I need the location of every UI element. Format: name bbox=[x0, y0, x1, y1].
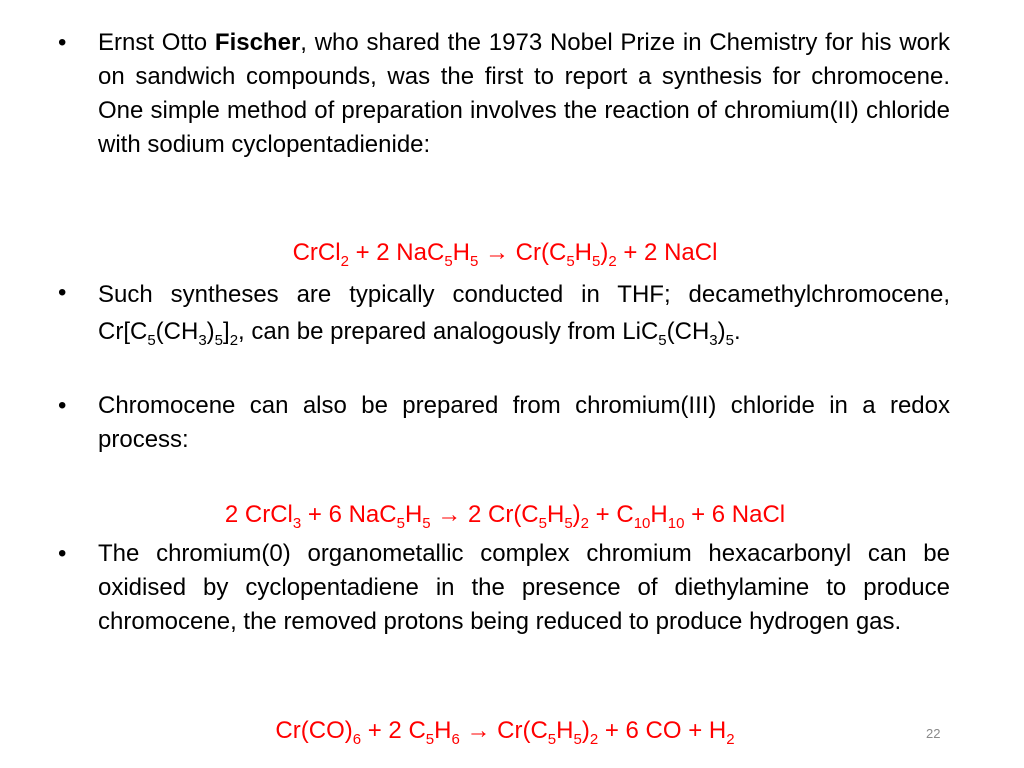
bullet-marker: • bbox=[58, 279, 67, 306]
text-run: Such syntheses are typically conducted in THF; decamethylchromocene, Cr[C bbox=[98, 281, 950, 345]
eq-sub: 5 bbox=[547, 731, 557, 748]
eq-part: ) bbox=[600, 239, 609, 266]
eq-sub: 5 bbox=[538, 515, 547, 532]
eq-part: → Cr(C bbox=[478, 239, 567, 266]
eq-part: + 6 CO + H bbox=[598, 717, 727, 744]
bold-name: Fischer bbox=[214, 29, 301, 56]
text-run: ] bbox=[223, 318, 230, 345]
eq-sub: 2 bbox=[589, 731, 599, 748]
eq-sub: 10 bbox=[633, 515, 651, 532]
eq-part: + 6 NaCl bbox=[684, 501, 786, 528]
eq-part: H bbox=[556, 717, 574, 744]
eq-part: H bbox=[434, 717, 452, 744]
eq-part: + 6 NaC bbox=[301, 501, 397, 528]
eq-sub: 5 bbox=[396, 515, 405, 532]
eq-part: H bbox=[452, 239, 470, 266]
text-run: ) bbox=[206, 318, 215, 345]
text-sub: 5 bbox=[658, 332, 667, 349]
equation-2 bbox=[0, 498, 1010, 532]
eq-part: CrCl bbox=[292, 239, 341, 266]
eq-part: H bbox=[546, 501, 565, 528]
eq-sub: 6 bbox=[352, 731, 362, 748]
bullet-1 bbox=[58, 26, 950, 162]
eq-part: + C bbox=[589, 501, 634, 528]
eq-sub: 2 bbox=[580, 515, 590, 532]
eq-part: H bbox=[650, 501, 668, 528]
bullet-3 bbox=[58, 389, 950, 457]
eq-part: H bbox=[574, 239, 593, 266]
eq-sub: 2 bbox=[726, 731, 735, 748]
text-run: Ernst Otto bbox=[98, 29, 215, 56]
eq-sub: 6 bbox=[451, 731, 460, 748]
equation-1 bbox=[0, 236, 1010, 270]
eq-sub: 5 bbox=[566, 253, 575, 270]
text-sub: 5 bbox=[725, 332, 734, 349]
text-run: (CH bbox=[155, 318, 199, 345]
equation-3 bbox=[0, 714, 1010, 748]
eq-part: ) bbox=[581, 717, 590, 744]
eq-part: 2 CrCl bbox=[224, 501, 293, 528]
eq-sub: 5 bbox=[444, 253, 453, 270]
text-run: , who shared the 1973 Nobel Prize in Chemistry for his work on sandwich compounds, was the first to report a synthesis for chromocene. One simple method of preparation involves the reaction of chromium(II) chloride with sodium cyclopentadienide: bbox=[98, 29, 950, 158]
text-run: , can be prepared analogously from LiC bbox=[238, 318, 659, 345]
eq-part: → 2 Cr(C bbox=[430, 501, 539, 528]
eq-part: + 2 NaCl bbox=[616, 239, 718, 266]
eq-part: H bbox=[404, 501, 423, 528]
bullet-2 bbox=[58, 276, 950, 350]
bullet-marker: • bbox=[58, 392, 67, 419]
eq-part: + 2 NaC bbox=[348, 239, 445, 266]
eq-sub: 5 bbox=[573, 731, 582, 748]
page-number: 22 bbox=[926, 726, 941, 741]
text-sub: 3 bbox=[709, 332, 718, 349]
eq-sub: 5 bbox=[564, 515, 573, 532]
eq-sub: 10 bbox=[667, 515, 685, 532]
eq-part: ) bbox=[572, 501, 581, 528]
bullet-1-text bbox=[98, 26, 950, 162]
text-run: . bbox=[733, 318, 741, 345]
bullet-marker: • bbox=[58, 29, 67, 56]
eq-sub: 2 bbox=[608, 253, 617, 270]
eq-part: Cr(CO) bbox=[275, 717, 353, 744]
eq-part: + 2 C bbox=[361, 717, 426, 744]
text-run: ) bbox=[717, 318, 726, 345]
text-sub: 5 bbox=[214, 332, 224, 349]
eq-sub: 5 bbox=[422, 515, 431, 532]
bullet-4-text: The chromium(0) organometallic complex chromium hexacarbonyl can be oxidised by cyclopentadiene in the presence of diethylamine to produce chromocene, the removed protons being reduced to produce hydrogen gas. bbox=[98, 540, 950, 635]
eq-sub: 2 bbox=[340, 253, 349, 270]
eq-sub: 3 bbox=[292, 515, 302, 532]
bullet-marker: • bbox=[58, 540, 67, 567]
bullet-2-text bbox=[98, 276, 950, 350]
text-run: (CH bbox=[666, 318, 710, 345]
eq-part: → Cr(C bbox=[459, 717, 548, 744]
text-sub: 5 bbox=[147, 332, 156, 349]
eq-sub: 5 bbox=[470, 253, 479, 270]
bullet-4 bbox=[58, 537, 950, 639]
eq-sub: 5 bbox=[592, 253, 601, 270]
bullet-3-text: Chromocene can also be prepared from chromium(III) chloride in a redox process: bbox=[98, 392, 950, 453]
eq-sub: 5 bbox=[425, 731, 435, 748]
text-sub: 3 bbox=[198, 332, 207, 349]
text-sub: 2 bbox=[229, 332, 239, 349]
